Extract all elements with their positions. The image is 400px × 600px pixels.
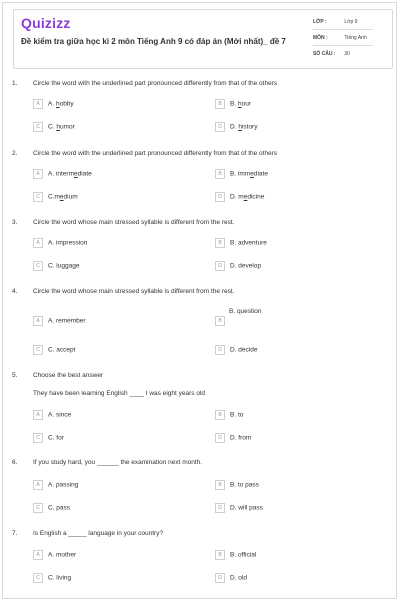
option-c[interactable]: [33, 192, 78, 202]
question-number: 2.: [12, 150, 18, 157]
option-letter-box: D: [215, 192, 225, 202]
grade-row: [313, 19, 357, 25]
option-d[interactable]: [215, 345, 257, 355]
option-letter-box: C: [33, 261, 43, 271]
option-text: D. develop: [230, 262, 262, 270]
option-text: C. luggage: [48, 262, 80, 270]
option-text: B. to pass: [230, 481, 259, 489]
option-c[interactable]: [33, 503, 70, 513]
option-text: A. remember: [48, 317, 86, 325]
meta-divider: [313, 45, 373, 46]
option-text: D. old: [230, 574, 247, 582]
option-text: A. since: [48, 411, 72, 419]
option-letter-box: C: [33, 122, 43, 132]
option-letter-box: C: [33, 503, 43, 513]
option-text: D. medicine: [230, 193, 265, 201]
option-text: C. living: [48, 574, 72, 582]
option-b[interactable]: [215, 410, 243, 420]
option-letter-box: B: [215, 99, 225, 109]
option-letter-box: D: [215, 345, 225, 355]
option-c[interactable]: [33, 433, 64, 443]
option-d[interactable]: [215, 122, 257, 132]
option-text: C.medium: [48, 193, 78, 201]
option-a[interactable]: [33, 169, 92, 179]
option-b-text: B. question: [229, 308, 262, 315]
option-letter-box: A: [33, 238, 43, 248]
option-letter-box: B: [215, 238, 225, 248]
option-text: B. hour: [230, 100, 251, 108]
question-number: 4.: [12, 288, 18, 295]
option-d[interactable]: [215, 261, 261, 271]
option-a[interactable]: [33, 238, 87, 248]
option-d[interactable]: [215, 433, 251, 443]
option-letter-box: D: [215, 503, 225, 513]
option-text: A. impression: [48, 239, 88, 247]
option-letter-box: D: [215, 261, 225, 271]
quizizz-logo: Quizizz: [21, 15, 71, 31]
question-prompt: Circle the word whose main stressed syllable is different from the rest.: [33, 219, 235, 226]
question-prompt: If you study hard, you ______ the examination next month.: [33, 459, 203, 466]
option-text: C. accept: [48, 346, 76, 354]
option-text: C. for: [48, 434, 64, 442]
option-text: D. will pass: [230, 504, 263, 512]
question-prompt: Is English a _____ language in your country?: [33, 530, 164, 537]
option-letter-box: A: [33, 99, 43, 109]
count-value: 30: [344, 51, 350, 57]
option-d[interactable]: [215, 192, 264, 202]
option-a[interactable]: [33, 99, 74, 109]
option-letter-box: A: [33, 410, 43, 420]
option-c[interactable]: [33, 122, 75, 132]
option-text: B. immediate: [230, 170, 268, 178]
question-sentence: They have been learning English ____ I was eight years old: [33, 390, 205, 397]
option-b[interactable]: [215, 316, 230, 326]
option-letter-box: C: [33, 433, 43, 443]
option-text: A. intermediate: [48, 170, 92, 178]
meta-divider: [313, 29, 373, 30]
question-number: 6.: [12, 459, 18, 466]
option-text: D. history: [230, 123, 258, 131]
option-letter-box: C: [33, 345, 43, 355]
option-a[interactable]: [33, 410, 71, 420]
option-b[interactable]: [215, 99, 251, 109]
option-letter-box: D: [215, 433, 225, 443]
count-row: [313, 51, 350, 57]
question-prompt: Circle the word whose main stressed syllable is different from the rest.: [33, 288, 235, 295]
option-letter-box: A: [33, 316, 43, 326]
grade-value: Lớp 9: [344, 19, 358, 25]
question-prompt: Circle the word with the underlined part pronounced differently from that of the others: [33, 150, 278, 157]
subject-value: Tiếng Anh: [344, 35, 367, 41]
question-number: 7.: [12, 530, 18, 537]
option-a[interactable]: [33, 550, 76, 560]
option-a[interactable]: [33, 480, 78, 490]
option-text: A. passing: [48, 481, 79, 489]
option-d[interactable]: [215, 503, 263, 513]
option-letter-box: C: [33, 573, 43, 583]
option-c[interactable]: [33, 261, 79, 271]
option-text: A. hobby: [48, 100, 74, 108]
option-text: B. adventure: [230, 239, 267, 247]
option-letter-box: D: [215, 573, 225, 583]
option-c[interactable]: [33, 345, 75, 355]
option-b[interactable]: [215, 238, 267, 248]
question-prompt: Choose the best answer: [33, 372, 104, 379]
option-c[interactable]: [33, 573, 71, 583]
question-number: 3.: [12, 219, 18, 226]
option-letter-box: A: [33, 480, 43, 490]
option-letter-box: D: [215, 122, 225, 132]
option-text: B. to: [230, 411, 244, 419]
worksheet-title: Đề kiểm tra giữa học kì 2 môn Tiếng Anh 9 có đáp án (Mới nhất)_ đề 7: [21, 37, 286, 46]
option-text: C. pass: [48, 504, 71, 512]
option-a[interactable]: [33, 316, 86, 326]
option-text: D. from: [230, 434, 252, 442]
subject-row: [313, 35, 367, 41]
option-text: B. official: [230, 551, 257, 559]
count-label: SỐ CÂU :: [313, 51, 336, 57]
option-b[interactable]: [215, 480, 259, 490]
option-b[interactable]: [215, 550, 256, 560]
option-letter-box: B: [215, 169, 225, 179]
option-letter-box: B: [215, 550, 225, 560]
option-letter-box: B: [215, 410, 225, 420]
option-letter-box: A: [33, 550, 43, 560]
option-text: A. mother: [48, 551, 77, 559]
question-number: 1.: [12, 80, 18, 87]
question-prompt: Circle the word with the underlined part pronounced differently from that of the others: [33, 80, 278, 87]
option-letter-box: B: [215, 316, 225, 326]
option-letter-box: B: [215, 480, 225, 490]
option-b[interactable]: [215, 169, 268, 179]
option-letter-box: C: [33, 192, 43, 202]
question-number: 5.: [12, 372, 18, 379]
option-letter-box: A: [33, 169, 43, 179]
option-text: D. decide: [230, 346, 258, 354]
option-d[interactable]: [215, 573, 247, 583]
subject-label: MÔN :: [313, 35, 328, 41]
option-text: C. humor: [48, 123, 75, 131]
grade-label: LỚP :: [313, 19, 327, 25]
